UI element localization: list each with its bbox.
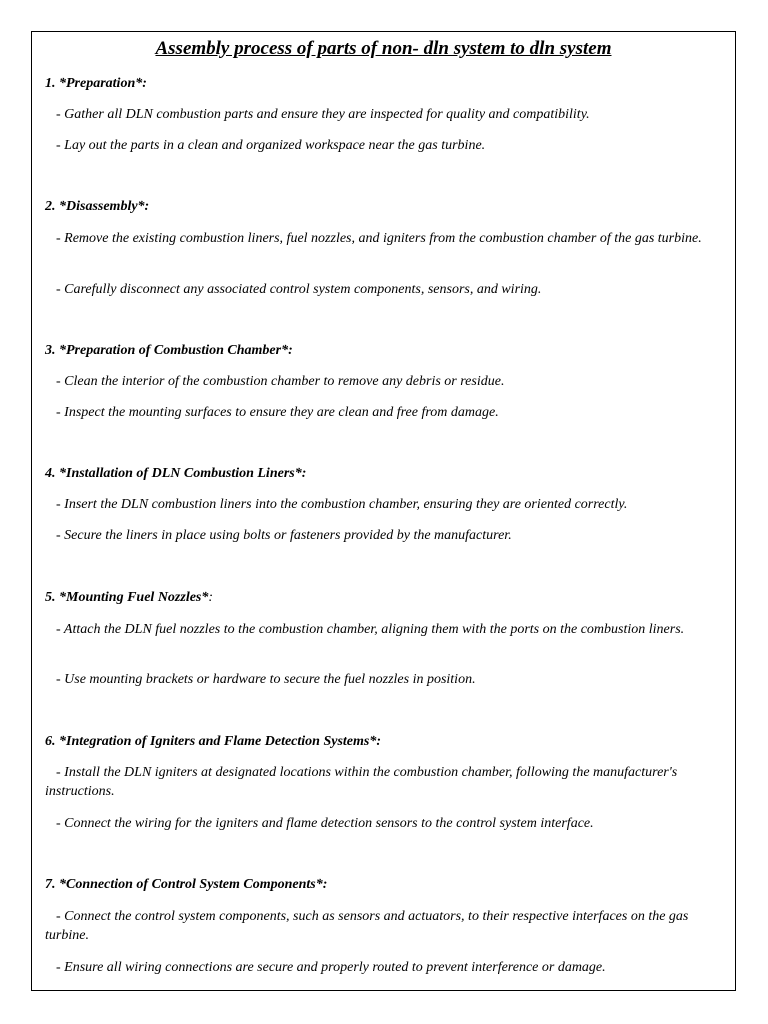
section-bullet: - Lay out the parts in a clean and organized workspace near the gas turbine. (56, 138, 486, 153)
section-heading-disassembly: 2. *Disassembly*: (45, 199, 150, 214)
section-bullet: - Carefully disconnect any associated control system components, sensors, and wiring. (56, 282, 542, 297)
section-bullet: - Install the DLN igniters at designated locations within the combustion chamber, following the manufacturer's instructions. (45, 765, 678, 799)
document-title: Assembly process of parts of non- dln system to dln system (155, 38, 612, 59)
section-bullet: - Ensure all wiring connections are secure and properly routed to prevent interference or damage. (56, 960, 606, 975)
section-heading-igniters: 6. *Integration of Igniters and Flame Detection Systems*: (45, 734, 382, 749)
section-bullet: - Insert the DLN combustion liners into the combustion chamber, ensuring they are oriented correctly. (56, 497, 628, 512)
section-bullet: - Clean the interior of the combustion chamber to remove any debris or residue. (56, 374, 505, 389)
section-bullet: - Gather all DLN combustion parts and ensure they are inspected for quality and compatibility. (56, 107, 590, 122)
section-heading-fuel-nozzles (45, 589, 213, 607)
section-heading-control-system: 7. *Connection of Control System Components*: (45, 877, 328, 892)
section-heading-dln-liners: 4. *Installation of DLN Combustion Liners*: (45, 466, 307, 481)
section-heading-colon: : (208, 590, 214, 605)
section-bullet: - Remove the existing combustion liners, fuel nozzles, and igniters from the combustion chamber of the gas turbine. (56, 231, 702, 246)
section-heading-text: 5. *Mounting Fuel Nozzles* (45, 590, 209, 605)
section-bullet: - Attach the DLN fuel nozzles to the combustion chamber, aligning them with the ports on the combustion liners. (56, 622, 685, 637)
section-bullet: - Use mounting brackets or hardware to secure the fuel nozzles in position. (56, 672, 476, 687)
section-heading-preparation: 1. *Preparation*: (45, 76, 147, 91)
section-bullet: - Connect the wiring for the igniters and flame detection sensors to the control system interface. (56, 816, 594, 831)
section-bullet: - Secure the liners in place using bolts or fasteners provided by the manufacturer. (56, 528, 512, 543)
section-heading-combustion-chamber: 3. *Preparation of Combustion Chamber*: (45, 343, 293, 358)
section-bullet: - Connect the control system components, such as sensors and actuators, to their respective interfaces on the gas turbine. (45, 909, 689, 943)
section-bullet: - Inspect the mounting surfaces to ensure they are clean and free from damage. (56, 405, 499, 420)
